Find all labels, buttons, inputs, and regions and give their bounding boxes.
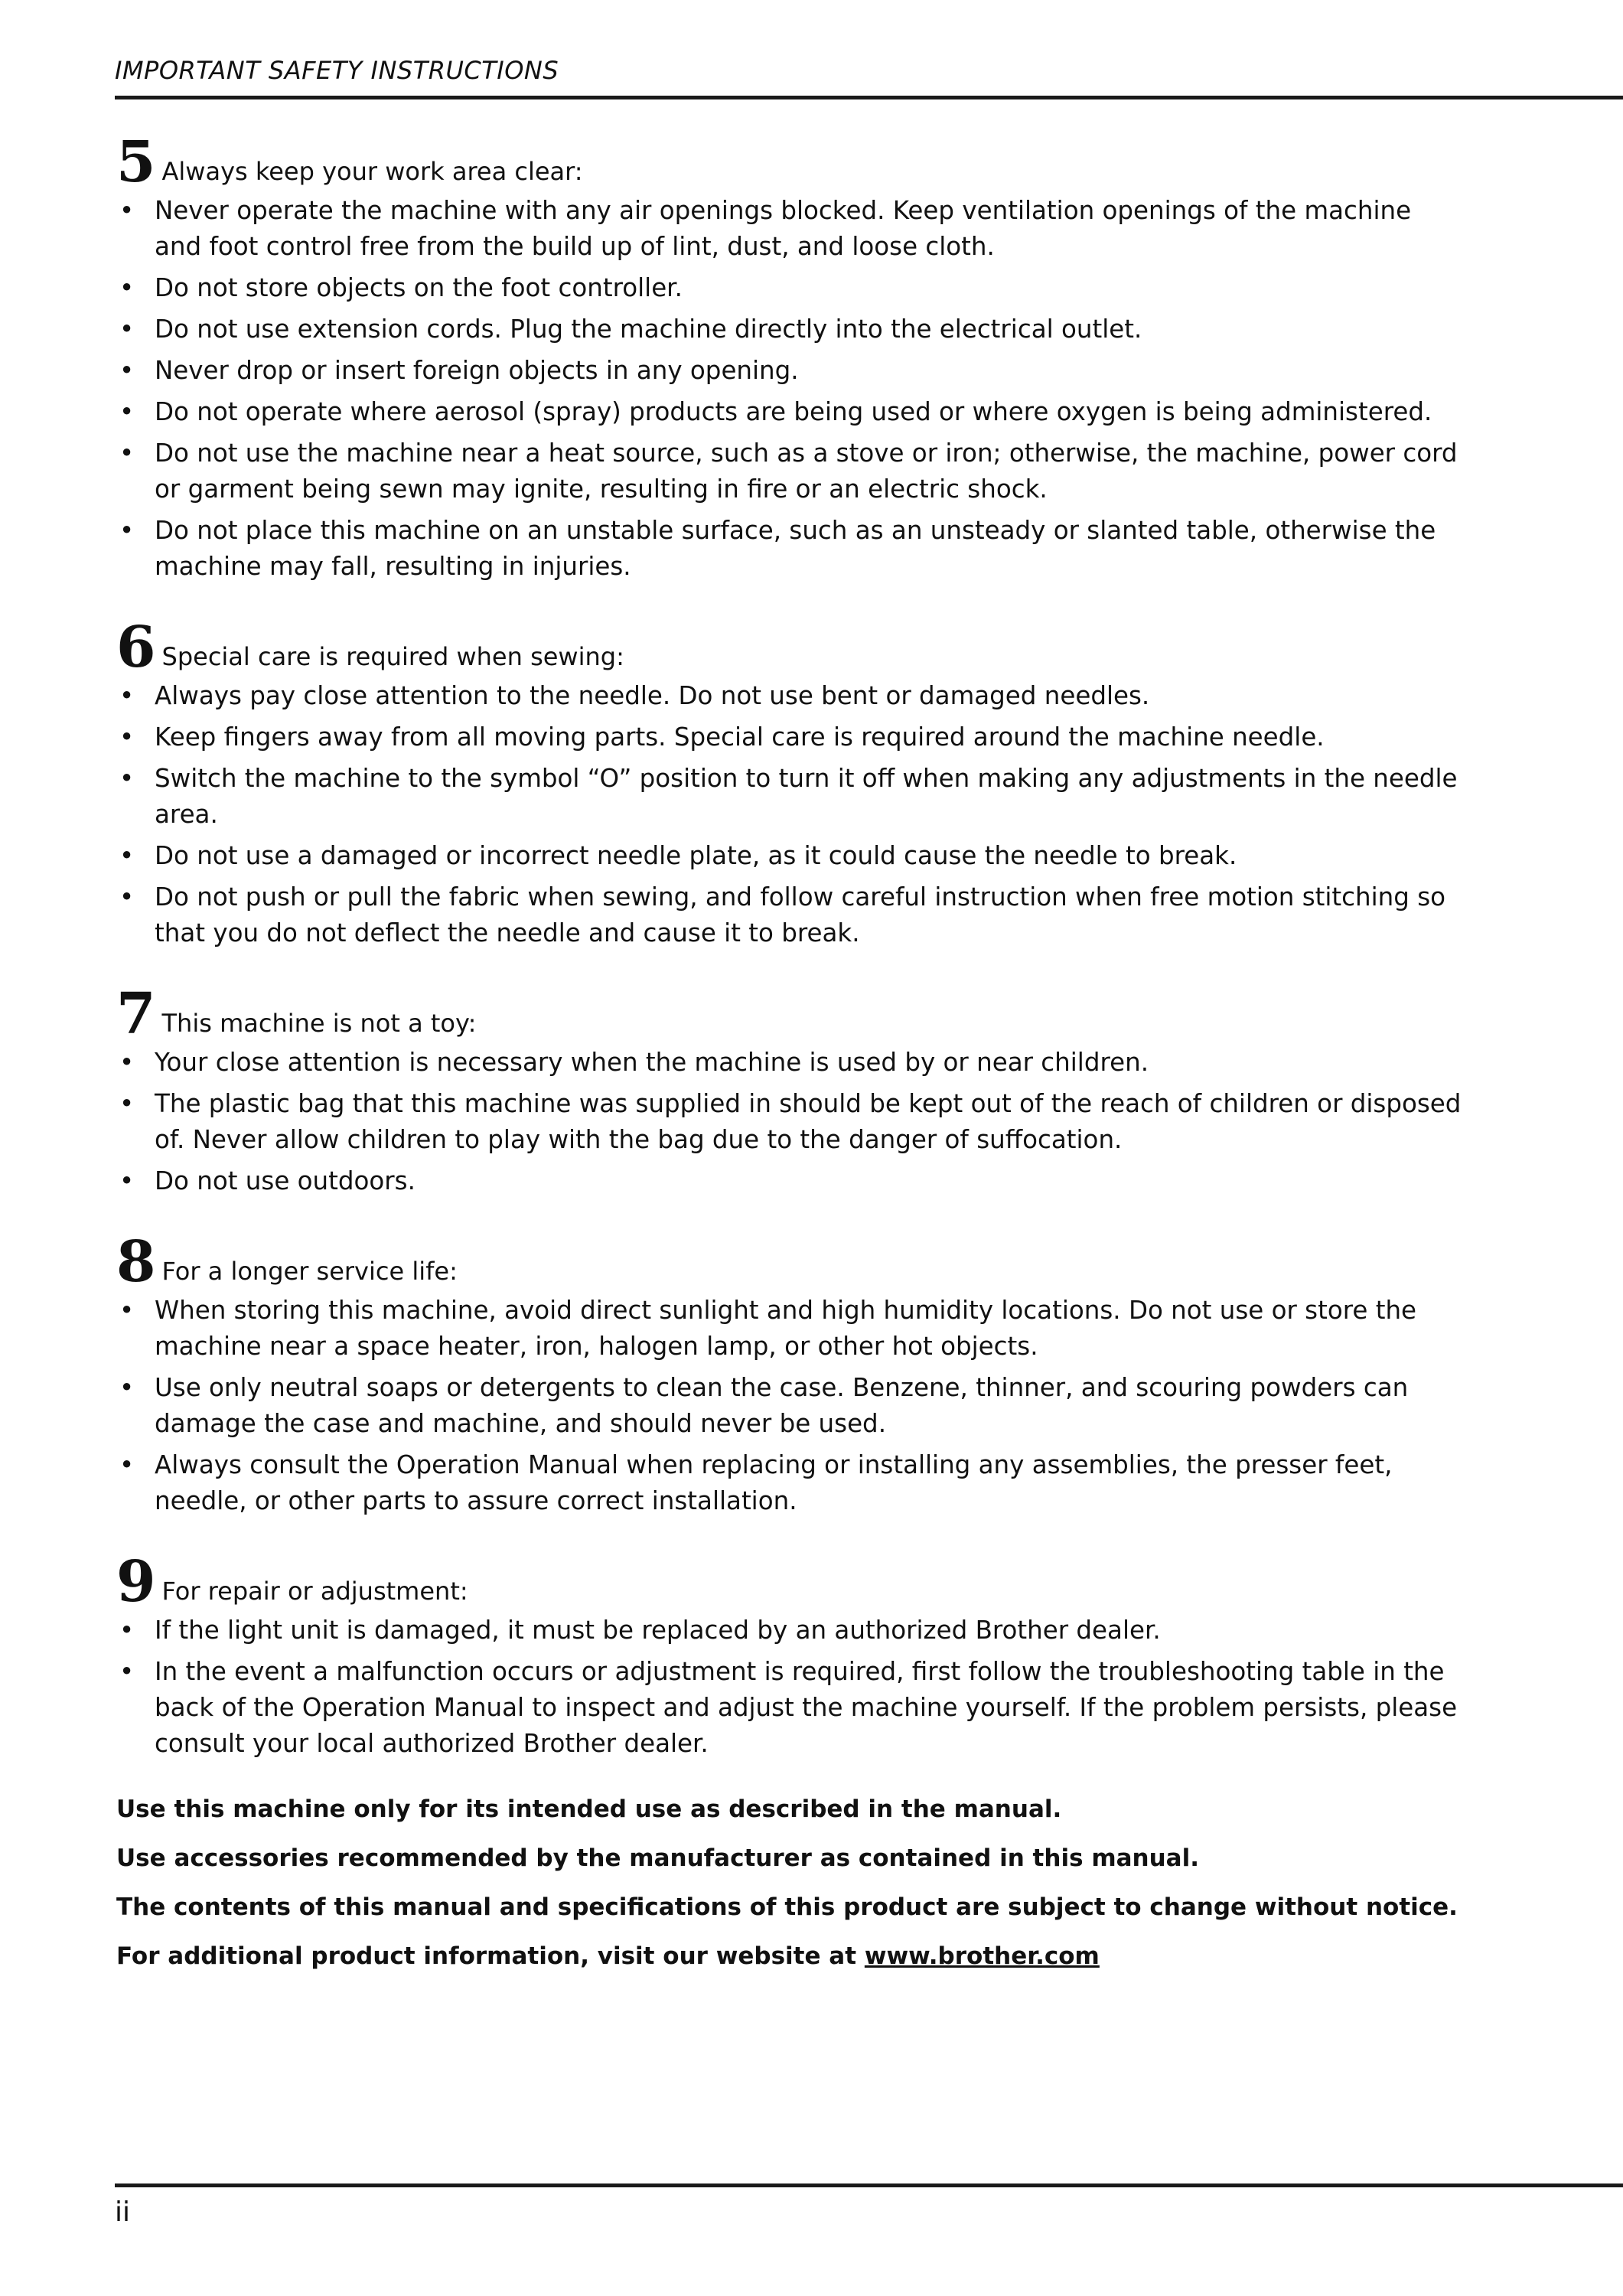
section-heading [116, 1542, 1463, 1615]
bullet-icon: • [119, 273, 135, 302]
bullet-list [116, 1293, 1463, 1519]
list-item [116, 311, 1463, 347]
bullet-icon: • [119, 516, 135, 545]
list-item [116, 394, 1463, 430]
list-item [116, 1293, 1463, 1365]
bullet-icon: • [119, 356, 135, 385]
list-item [116, 838, 1463, 874]
section-6 [116, 608, 1463, 951]
page-header-title: IMPORTANT SAFETY INSTRUCTIONS [115, 56, 559, 85]
list-item-text: Switch the machine to the symbol “O” position to turn it off when making any adjustments in the needle area. [155, 764, 1458, 829]
note-intended-use: Use this machine only for its intended use as described in the manual. [116, 1795, 1062, 1823]
section-heading [116, 122, 1463, 195]
list-item-text: Use only neutral soaps or detergents to clean the case. Benzene, thinner, and scouring powders can damage the case and machine, and should never be used. [155, 1373, 1409, 1438]
list-item [116, 761, 1463, 833]
list-item [116, 879, 1463, 951]
section-9 [116, 1542, 1463, 1762]
list-item [116, 353, 1463, 389]
page-number: ii [115, 2197, 131, 2228]
list-item-text: Do not push or pull the fabric when sewing, and follow careful instruction when free motion stitching so that you do not deflect the needle and cause it to break. [155, 882, 1446, 947]
bullet-icon: • [119, 681, 135, 710]
list-item-text: When storing this machine, avoid direct sunlight and high humidity locations. Do not use or store the machine near a space heater, iron, halogen lamp, or other hot objects. [155, 1296, 1417, 1361]
list-item-text: Do not use extension cords. Plug the machine directly into the electrical outlet. [155, 315, 1142, 344]
bullet-icon: • [119, 1089, 135, 1118]
bullet-list [116, 678, 1463, 951]
list-item [116, 1447, 1463, 1519]
list-item [116, 1086, 1463, 1158]
list-item [116, 1163, 1463, 1199]
footer-rule [115, 2183, 1623, 2187]
section-heading [116, 1222, 1463, 1295]
section-7 [116, 974, 1463, 1199]
list-item-text: Keep fingers away from all moving parts. Special care is required around the machine needle. [155, 722, 1325, 752]
bullet-icon: • [119, 1166, 135, 1195]
section-title: For repair or adjustment: [161, 1577, 468, 1606]
list-item [116, 513, 1463, 585]
bullet-icon: • [119, 1657, 135, 1686]
list-item [116, 1654, 1463, 1762]
note-website [116, 1939, 1463, 1973]
list-item-text: Your close attention is necessary when the machine is used by or near children. [155, 1048, 1149, 1077]
list-item-text: Do not use outdoors. [155, 1166, 416, 1195]
bullet-icon: • [119, 1373, 135, 1402]
section-title: Always keep your work area clear: [161, 157, 583, 186]
bullet-icon: • [119, 397, 135, 426]
list-item [116, 719, 1463, 755]
bullet-icon: • [119, 439, 135, 468]
list-item-text: Do not use a damaged or incorrect needle plate, as it could cause the needle to break. [155, 841, 1237, 870]
list-item-text: Do not use the machine near a heat source, such as a stove or iron; otherwise, the machine, power cord or garment being sewn may ignite, resulting in fire or an electric shock. [155, 439, 1458, 504]
bullet-list [116, 1045, 1463, 1199]
section-heading [116, 608, 1463, 680]
section-number: 8 [116, 1228, 156, 1295]
list-item [116, 1045, 1463, 1081]
bullet-list [116, 1613, 1463, 1762]
list-item [116, 193, 1463, 265]
list-item-text: Do not operate where aerosol (spray) products are being used or where oxygen is being administered. [155, 397, 1432, 426]
list-item [116, 270, 1463, 306]
list-item-text: If the light unit is damaged, it must be replaced by an authorized Brother dealer. [155, 1616, 1161, 1645]
section-number: 5 [116, 129, 156, 195]
bullet-icon: • [119, 315, 135, 344]
bullet-icon: • [119, 722, 135, 752]
bullet-icon: • [119, 764, 135, 793]
bullet-icon: • [119, 1296, 135, 1325]
list-item [116, 678, 1463, 714]
list-item-text: Do not store objects on the foot controller. [155, 273, 683, 302]
header-rule [115, 96, 1623, 99]
closing-notes [116, 1792, 1463, 1973]
list-item-text: Never drop or insert foreign objects in any opening. [155, 356, 799, 385]
list-item-text: Always consult the Operation Manual when replacing or installing any assemblies, the presser feet, needle, or other parts to assure correct installation. [155, 1450, 1393, 1515]
list-item-text: Never operate the machine with any air openings blocked. Keep ventilation openings of the machine and foot control free from the build up of lint, dust, and loose cloth. [155, 196, 1412, 261]
section-8 [116, 1222, 1463, 1519]
note-specification-changes: The contents of this manual and specifications of this product are subject to change without notice. [116, 1893, 1458, 1921]
list-item [116, 1613, 1463, 1649]
section-number: 9 [116, 1548, 156, 1615]
list-item-text: The plastic bag that this machine was supplied in should be kept out of the reach of children or disposed of. Never allow children to play with the bag due to the danger of suffocation. [155, 1089, 1462, 1154]
website-prefix-text: For additional product information, visit our website at [116, 1942, 865, 1970]
website-link[interactable]: www.brother.com [864, 1942, 1100, 1970]
bullet-icon: • [119, 1450, 135, 1479]
section-title: Special care is required when sewing: [161, 642, 624, 671]
bullet-icon: • [119, 882, 135, 912]
bullet-icon: • [119, 841, 135, 870]
list-item-text: Always pay close attention to the needle. Do not use bent or damaged needles. [155, 681, 1150, 710]
section-heading [116, 974, 1463, 1047]
section-title: For a longer service life: [161, 1257, 458, 1286]
bullet-list [116, 193, 1463, 585]
bullet-icon: • [119, 196, 135, 225]
list-item [116, 1370, 1463, 1442]
section-number: 7 [116, 980, 156, 1047]
bullet-icon: • [119, 1616, 135, 1645]
note-accessories: Use accessories recommended by the manufacturer as contained in this manual. [116, 1844, 1199, 1872]
bullet-icon: • [119, 1048, 135, 1077]
list-item-text: Do not place this machine on an unstable surface, such as an unsteady or slanted table, otherwise the machine may fall, resulting in injuries. [155, 516, 1436, 581]
section-number: 6 [116, 614, 156, 680]
section-5 [116, 122, 1463, 585]
section-title: This machine is not a toy: [161, 1009, 477, 1038]
document-body [116, 122, 1463, 1988]
list-item-text: In the event a malfunction occurs or adjustment is required, first follow the troubleshooting table in the back of the Operation Manual to inspect and adjust the machine yourself. If the problem persists, please consult your local authorized Brother dealer. [155, 1657, 1458, 1758]
list-item [116, 435, 1463, 507]
